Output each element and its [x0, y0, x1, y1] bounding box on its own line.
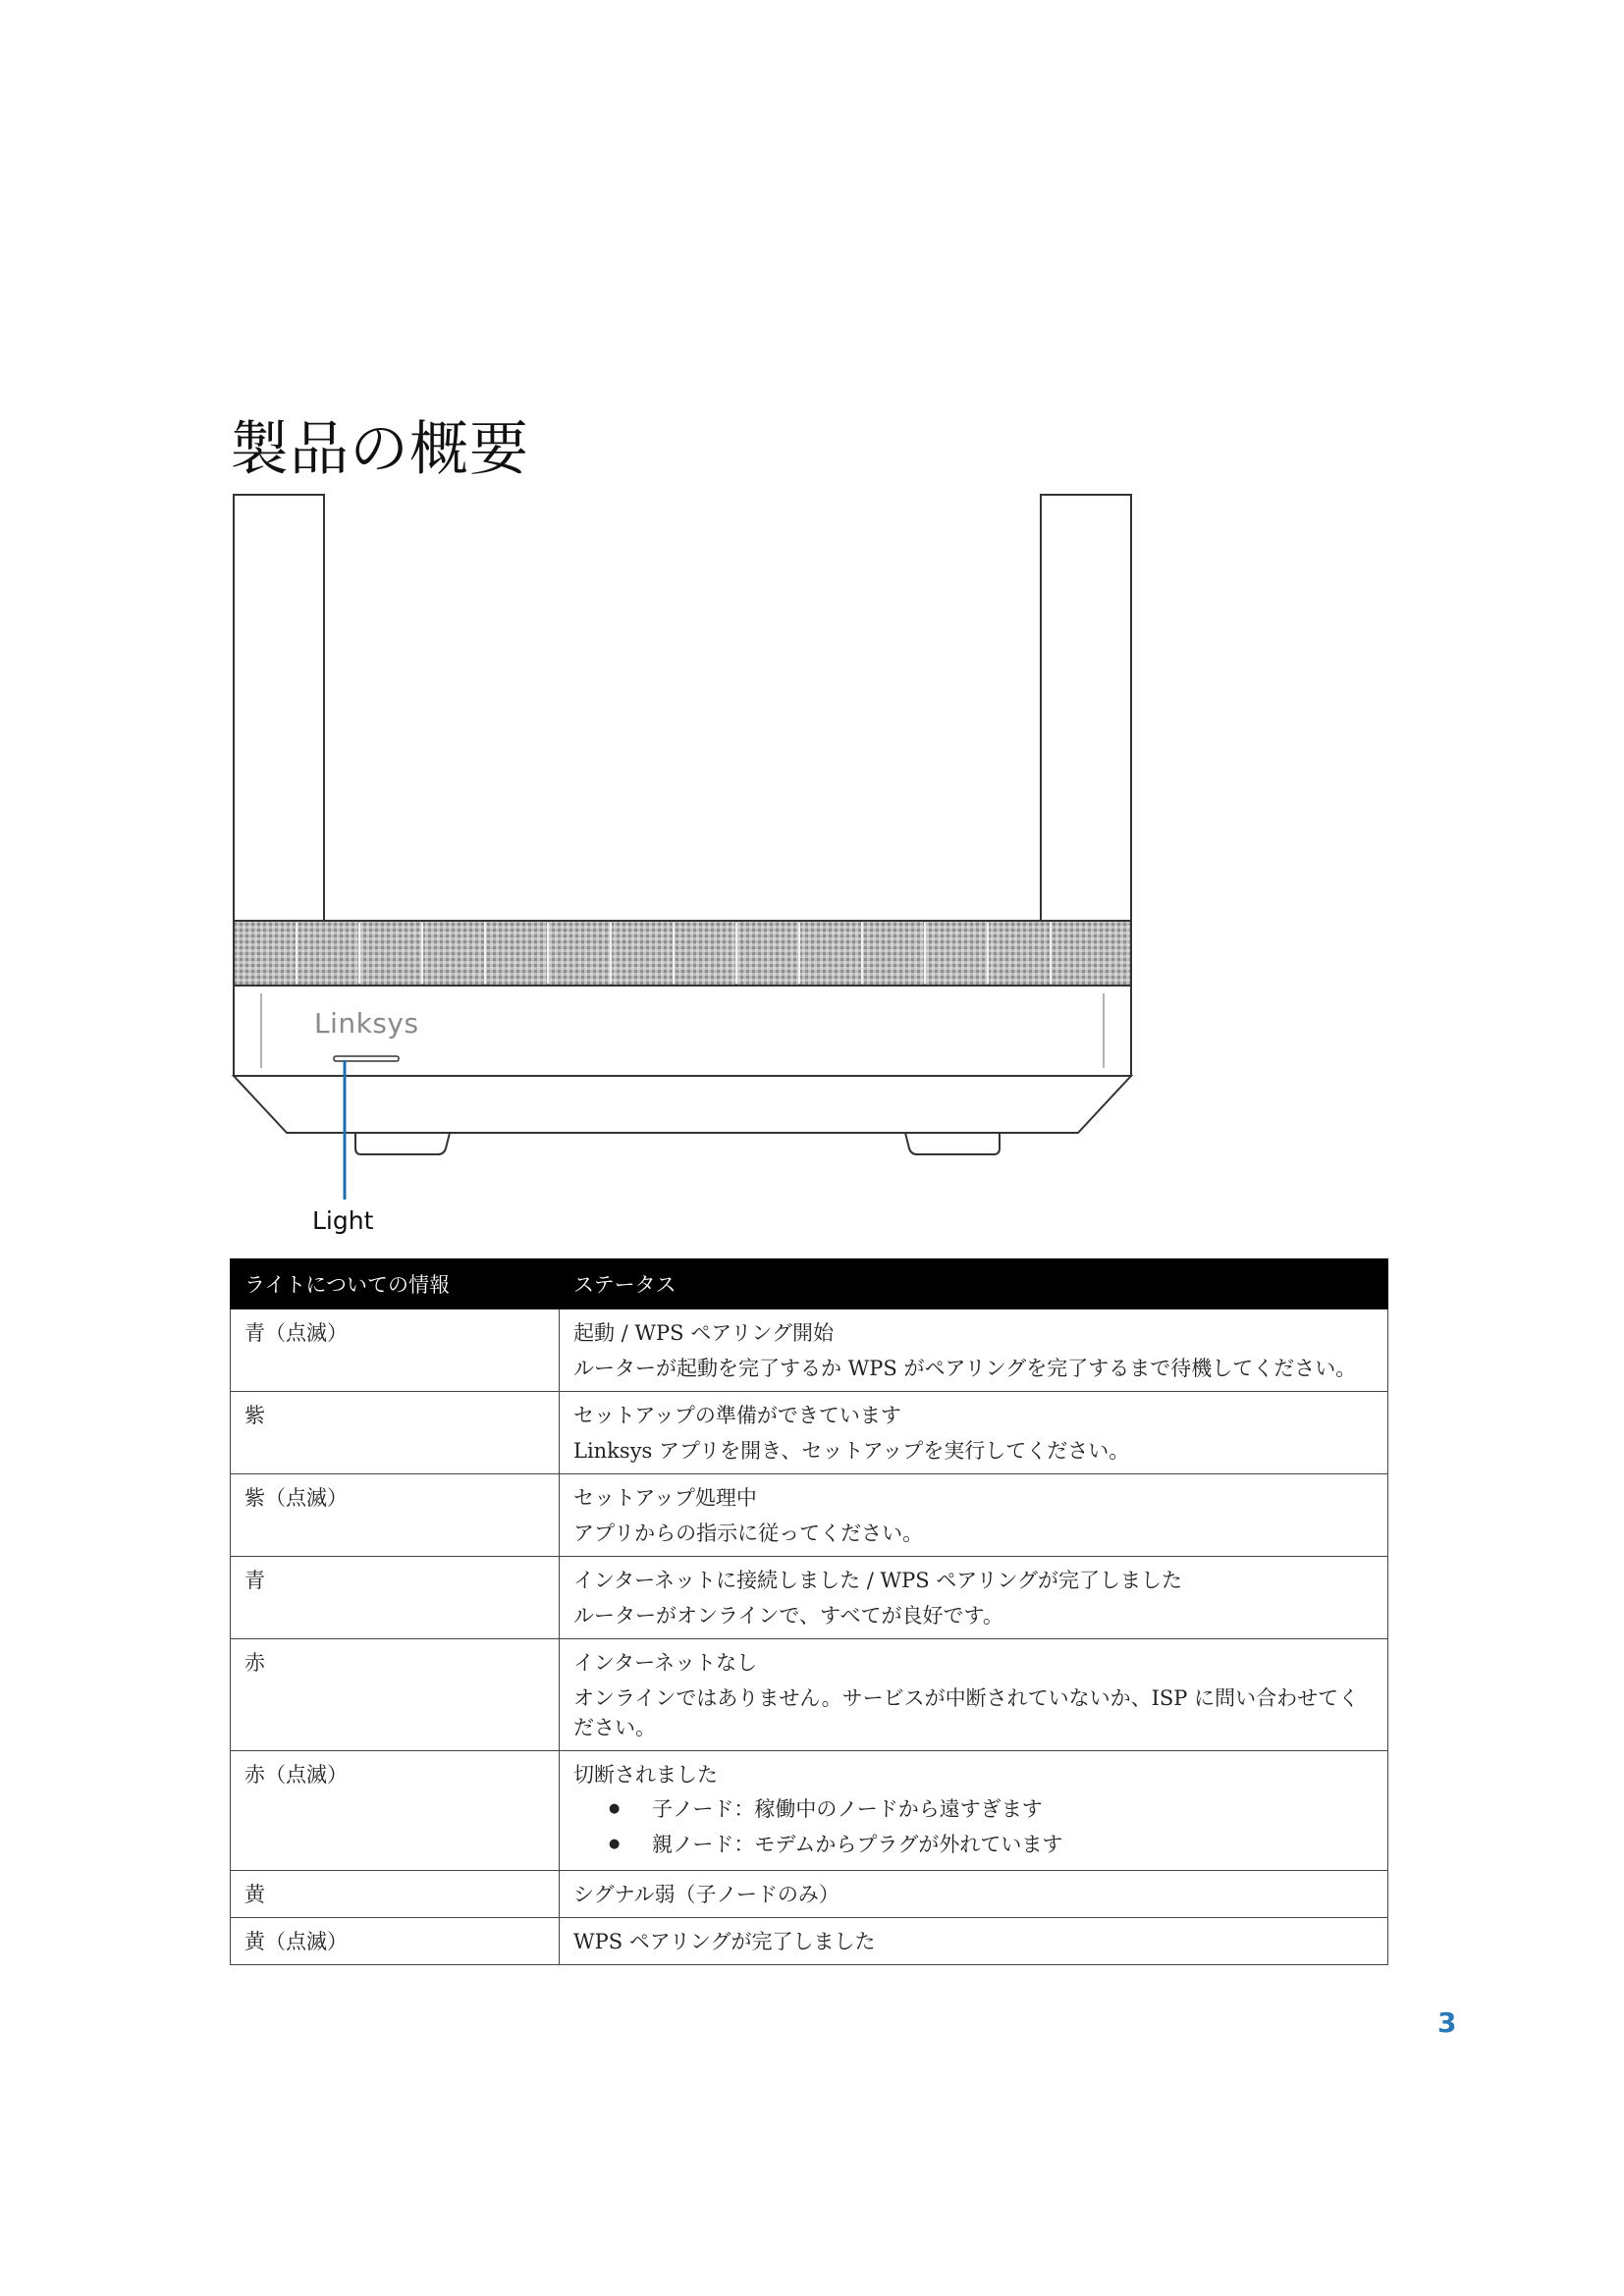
table-row [231, 1751, 1388, 1871]
status-cell [560, 1474, 1388, 1557]
status-cell [560, 1918, 1388, 1965]
table-row [231, 1309, 1388, 1392]
table-row [231, 1557, 1388, 1639]
router-base [234, 1076, 1131, 1133]
status-detail: ルーターがオンラインで、すべてが良好です。 [573, 1604, 1003, 1628]
status-detail: ルーターが起動を完了するか WPS がペアリングを完了するまで待機してください。 [573, 1357, 1357, 1380]
table-row [231, 1474, 1388, 1557]
status-cell [560, 1871, 1388, 1918]
light-cell: 黄（点滅） [231, 1918, 560, 1965]
left-antenna [234, 495, 324, 929]
right-foot [905, 1133, 1000, 1154]
right-antenna [1041, 495, 1131, 929]
status-title: セットアップの準備ができています [573, 1404, 901, 1427]
status-title: 切断されました [573, 1763, 718, 1787]
light-cell: 紫 [231, 1392, 560, 1474]
status-cell [560, 1557, 1388, 1639]
status-title: シグナル弱（子ノードのみ） [573, 1883, 839, 1906]
page-title: 製品の概要 [230, 415, 529, 484]
header-light-info: ライトについての情報 [231, 1259, 560, 1309]
linksys-logo: Linksys [314, 1007, 419, 1040]
status-title: WPS ペアリングが完了しました [573, 1930, 876, 1953]
status-cell [560, 1309, 1388, 1392]
header-status: ステータス [560, 1259, 1388, 1309]
light-cell: 青 [231, 1557, 560, 1639]
light-cell: 赤（点滅） [231, 1751, 560, 1871]
light-cell: 青（点滅） [231, 1309, 560, 1392]
router-illustration [216, 481, 1159, 1247]
table-row [231, 1918, 1388, 1965]
light-status-table [230, 1258, 1388, 1965]
router-drawing [216, 481, 1159, 1247]
status-title: セットアップ処理中 [573, 1486, 757, 1510]
status-title: インターネットなし [573, 1651, 758, 1675]
status-detail: アプリからの指示に従ってください。 [573, 1522, 924, 1545]
status-bullets [573, 1791, 1374, 1862]
status-title: 起動 / WPS ペアリング開始 [573, 1321, 834, 1345]
light-cell: 紫（点滅） [231, 1474, 560, 1557]
table-row [231, 1392, 1388, 1474]
light-cell: 赤 [231, 1639, 560, 1751]
status-detail: オンラインではありません。サービスが中断されていないか、ISP に問い合わせてください。 [573, 1686, 1360, 1739]
page-number: 3 [1437, 2006, 1457, 2039]
light-cell: 黄 [231, 1871, 560, 1918]
table-row [231, 1639, 1388, 1751]
table-header-row [231, 1259, 1388, 1309]
status-title: インターネットに接続しました / WPS ペアリングが完了しました [573, 1569, 1183, 1592]
status-cell [560, 1392, 1388, 1474]
status-cell [560, 1751, 1388, 1871]
left-foot [355, 1133, 450, 1154]
bullet-item: ● 子ノード：稼働中のノードから遠すぎます [652, 1791, 1374, 1827]
status-detail: Linksys アプリを開き、セットアップを実行してください。 [573, 1439, 1130, 1463]
table-row [231, 1871, 1388, 1918]
bullet-item: ● 親ノード：モデムからプラグが外れています [652, 1827, 1374, 1862]
vent-band [234, 921, 1131, 986]
status-cell [560, 1639, 1388, 1751]
light-callout-label: Light [312, 1206, 374, 1235]
